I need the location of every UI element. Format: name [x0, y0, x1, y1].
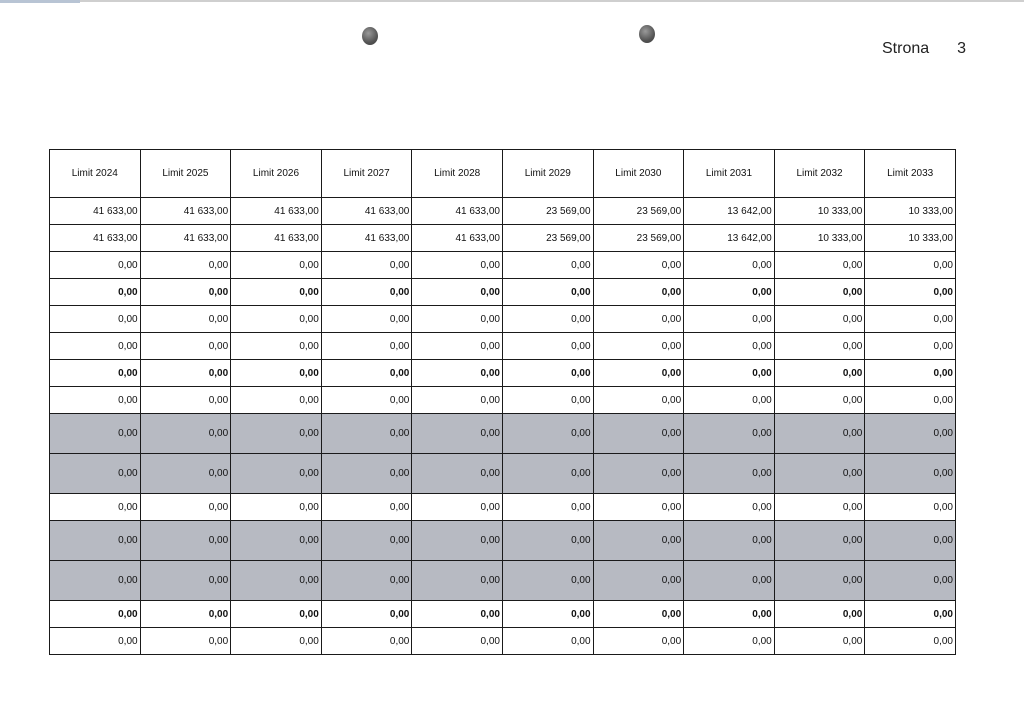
table-cell: 0,00 — [140, 279, 231, 306]
punch-hole-left — [362, 27, 378, 45]
table-cell: 0,00 — [774, 333, 865, 360]
table-cell: 0,00 — [774, 414, 865, 454]
table-cell: 0,00 — [412, 279, 503, 306]
table-cell: 0,00 — [321, 252, 412, 279]
table-cell: 0,00 — [593, 360, 684, 387]
table-cell: 10 333,00 — [865, 225, 956, 252]
table-cell: 0,00 — [865, 387, 956, 414]
table-cell: 0,00 — [50, 414, 141, 454]
table-cell: 41 633,00 — [50, 225, 141, 252]
page-number — [882, 40, 966, 58]
top-edge-accent — [0, 0, 80, 3]
table-cell: 0,00 — [593, 252, 684, 279]
table-cell: 0,00 — [774, 306, 865, 333]
table-row — [50, 628, 956, 655]
table-cell: 41 633,00 — [321, 225, 412, 252]
table-cell: 0,00 — [684, 521, 775, 561]
table-cell: 0,00 — [502, 601, 593, 628]
table-cell: 0,00 — [321, 561, 412, 601]
table-cell: 0,00 — [593, 494, 684, 521]
table-cell: 0,00 — [140, 521, 231, 561]
table-cell: 0,00 — [502, 387, 593, 414]
column-header: Limit 2026 — [231, 150, 322, 198]
table-cell: 0,00 — [321, 414, 412, 454]
table-cell: 0,00 — [865, 306, 956, 333]
table-row — [50, 521, 956, 561]
table-cell: 0,00 — [412, 414, 503, 454]
table-cell: 13 642,00 — [684, 198, 775, 225]
table-cell: 0,00 — [593, 306, 684, 333]
table-cell: 0,00 — [865, 333, 956, 360]
table-row — [50, 601, 956, 628]
header-row — [50, 150, 956, 198]
table-cell: 0,00 — [865, 454, 956, 494]
table-cell: 0,00 — [774, 494, 865, 521]
table-row — [50, 414, 956, 454]
table-cell: 0,00 — [231, 454, 322, 494]
table-cell: 0,00 — [684, 414, 775, 454]
table-cell: 0,00 — [684, 306, 775, 333]
punch-hole-right — [639, 25, 655, 43]
table-cell: 10 333,00 — [774, 225, 865, 252]
table-cell: 0,00 — [231, 252, 322, 279]
table-cell: 0,00 — [321, 601, 412, 628]
column-header: Limit 2033 — [865, 150, 956, 198]
table-cell: 0,00 — [50, 387, 141, 414]
table-cell: 0,00 — [502, 521, 593, 561]
page-number-label: Strona — [882, 40, 930, 57]
table-cell: 0,00 — [502, 628, 593, 655]
table-cell: 23 569,00 — [593, 225, 684, 252]
table-cell: 0,00 — [502, 252, 593, 279]
table-cell: 41 633,00 — [140, 198, 231, 225]
table-cell: 0,00 — [412, 521, 503, 561]
table-cell: 0,00 — [684, 360, 775, 387]
table-cell: 0,00 — [684, 628, 775, 655]
table-cell: 0,00 — [412, 628, 503, 655]
table-cell: 0,00 — [593, 454, 684, 494]
table-cell: 0,00 — [684, 279, 775, 306]
table-cell: 0,00 — [321, 454, 412, 494]
column-header: Limit 2031 — [684, 150, 775, 198]
table-cell: 0,00 — [231, 414, 322, 454]
table-cell: 0,00 — [140, 387, 231, 414]
table-cell: 0,00 — [412, 252, 503, 279]
table-cell: 0,00 — [865, 561, 956, 601]
table-cell: 41 633,00 — [50, 198, 141, 225]
table-cell: 0,00 — [321, 360, 412, 387]
table-cell: 0,00 — [684, 333, 775, 360]
table-cell: 0,00 — [50, 333, 141, 360]
table-cell: 0,00 — [140, 306, 231, 333]
table-row — [50, 252, 956, 279]
table-cell: 0,00 — [502, 561, 593, 601]
table-cell: 0,00 — [774, 601, 865, 628]
table-cell: 0,00 — [593, 387, 684, 414]
table-cell: 10 333,00 — [774, 198, 865, 225]
table-cell: 0,00 — [321, 628, 412, 655]
table-cell: 0,00 — [865, 494, 956, 521]
table-cell: 0,00 — [502, 279, 593, 306]
table-cell: 0,00 — [412, 360, 503, 387]
table-cell: 0,00 — [412, 494, 503, 521]
table-cell: 0,00 — [774, 628, 865, 655]
table-cell: 23 569,00 — [502, 225, 593, 252]
table-cell: 0,00 — [865, 360, 956, 387]
table-cell: 0,00 — [321, 279, 412, 306]
table-cell: 41 633,00 — [412, 225, 503, 252]
table-cell: 41 633,00 — [140, 225, 231, 252]
table-cell: 0,00 — [774, 454, 865, 494]
table-cell: 0,00 — [231, 306, 322, 333]
table-cell: 0,00 — [50, 628, 141, 655]
page-number-value: 3 — [957, 40, 967, 57]
table-cell: 0,00 — [50, 279, 141, 306]
table-cell: 41 633,00 — [231, 225, 322, 252]
table-cell: 0,00 — [593, 279, 684, 306]
table-cell: 0,00 — [321, 387, 412, 414]
table-cell: 0,00 — [140, 333, 231, 360]
table-cell: 0,00 — [412, 601, 503, 628]
table-row — [50, 387, 956, 414]
column-header: Limit 2024 — [50, 150, 141, 198]
table-cell: 0,00 — [502, 333, 593, 360]
table-cell: 23 569,00 — [502, 198, 593, 225]
table-cell: 0,00 — [502, 306, 593, 333]
column-header: Limit 2028 — [412, 150, 503, 198]
limits-table — [49, 149, 956, 655]
table-cell: 0,00 — [50, 252, 141, 279]
table-cell: 0,00 — [412, 454, 503, 494]
table-cell: 0,00 — [412, 387, 503, 414]
table-cell: 0,00 — [774, 279, 865, 306]
table-cell: 0,00 — [321, 494, 412, 521]
table-cell: 0,00 — [50, 454, 141, 494]
table-cell: 0,00 — [231, 561, 322, 601]
table-row — [50, 198, 956, 225]
table-cell: 0,00 — [50, 561, 141, 601]
table-cell: 13 642,00 — [684, 225, 775, 252]
table-cell: 0,00 — [865, 628, 956, 655]
table-cell: 0,00 — [684, 601, 775, 628]
table-cell: 23 569,00 — [593, 198, 684, 225]
table-cell: 0,00 — [593, 601, 684, 628]
table-row — [50, 333, 956, 360]
table-cell: 0,00 — [684, 454, 775, 494]
table-cell: 0,00 — [140, 454, 231, 494]
table-cell: 0,00 — [684, 387, 775, 414]
table-cell: 0,00 — [50, 601, 141, 628]
table-cell: 0,00 — [502, 454, 593, 494]
table-cell: 0,00 — [593, 333, 684, 360]
table-row — [50, 561, 956, 601]
table-cell: 0,00 — [412, 333, 503, 360]
table-cell: 0,00 — [684, 252, 775, 279]
table-row — [50, 454, 956, 494]
table-cell: 0,00 — [865, 521, 956, 561]
table-cell: 0,00 — [140, 601, 231, 628]
table-cell: 41 633,00 — [321, 198, 412, 225]
table-cell: 0,00 — [593, 414, 684, 454]
table-cell: 0,00 — [412, 306, 503, 333]
table-body — [50, 198, 956, 655]
top-edge-rule — [0, 0, 1024, 2]
table-cell: 0,00 — [593, 521, 684, 561]
table-row — [50, 494, 956, 521]
table-cell: 10 333,00 — [865, 198, 956, 225]
table-cell: 0,00 — [865, 279, 956, 306]
table-cell: 0,00 — [140, 561, 231, 601]
table-row — [50, 225, 956, 252]
table-cell: 0,00 — [321, 333, 412, 360]
table-cell: 0,00 — [231, 601, 322, 628]
table-row — [50, 279, 956, 306]
table-cell: 0,00 — [140, 360, 231, 387]
table-cell: 41 633,00 — [231, 198, 322, 225]
table-cell: 41 633,00 — [412, 198, 503, 225]
table-cell: 0,00 — [50, 306, 141, 333]
table-cell: 0,00 — [231, 521, 322, 561]
table-row — [50, 306, 956, 333]
column-header: Limit 2030 — [593, 150, 684, 198]
table-cell: 0,00 — [231, 628, 322, 655]
table-cell: 0,00 — [321, 521, 412, 561]
table-cell: 0,00 — [502, 414, 593, 454]
table-cell: 0,00 — [502, 360, 593, 387]
table-cell: 0,00 — [684, 561, 775, 601]
table-cell: 0,00 — [774, 252, 865, 279]
table-cell: 0,00 — [50, 494, 141, 521]
table-cell: 0,00 — [140, 628, 231, 655]
table-cell: 0,00 — [774, 387, 865, 414]
table-cell: 0,00 — [684, 494, 775, 521]
table-cell: 0,00 — [321, 306, 412, 333]
table-cell: 0,00 — [231, 333, 322, 360]
table-cell: 0,00 — [231, 360, 322, 387]
table-cell: 0,00 — [865, 601, 956, 628]
table-cell: 0,00 — [231, 387, 322, 414]
table-cell: 0,00 — [774, 521, 865, 561]
table-cell: 0,00 — [774, 360, 865, 387]
table-cell: 0,00 — [774, 561, 865, 601]
table-cell: 0,00 — [231, 494, 322, 521]
table-cell: 0,00 — [50, 360, 141, 387]
column-header: Limit 2027 — [321, 150, 412, 198]
table-cell: 0,00 — [231, 279, 322, 306]
table-cell: 0,00 — [412, 561, 503, 601]
table-cell: 0,00 — [140, 252, 231, 279]
table-cell: 0,00 — [140, 494, 231, 521]
table-row — [50, 360, 956, 387]
column-header: Limit 2029 — [502, 150, 593, 198]
table-cell: 0,00 — [593, 628, 684, 655]
table-cell: 0,00 — [865, 414, 956, 454]
table-cell: 0,00 — [140, 414, 231, 454]
table-cell: 0,00 — [50, 521, 141, 561]
column-header: Limit 2032 — [774, 150, 865, 198]
column-header: Limit 2025 — [140, 150, 231, 198]
table-cell: 0,00 — [502, 494, 593, 521]
table-cell: 0,00 — [593, 561, 684, 601]
table-cell: 0,00 — [865, 252, 956, 279]
